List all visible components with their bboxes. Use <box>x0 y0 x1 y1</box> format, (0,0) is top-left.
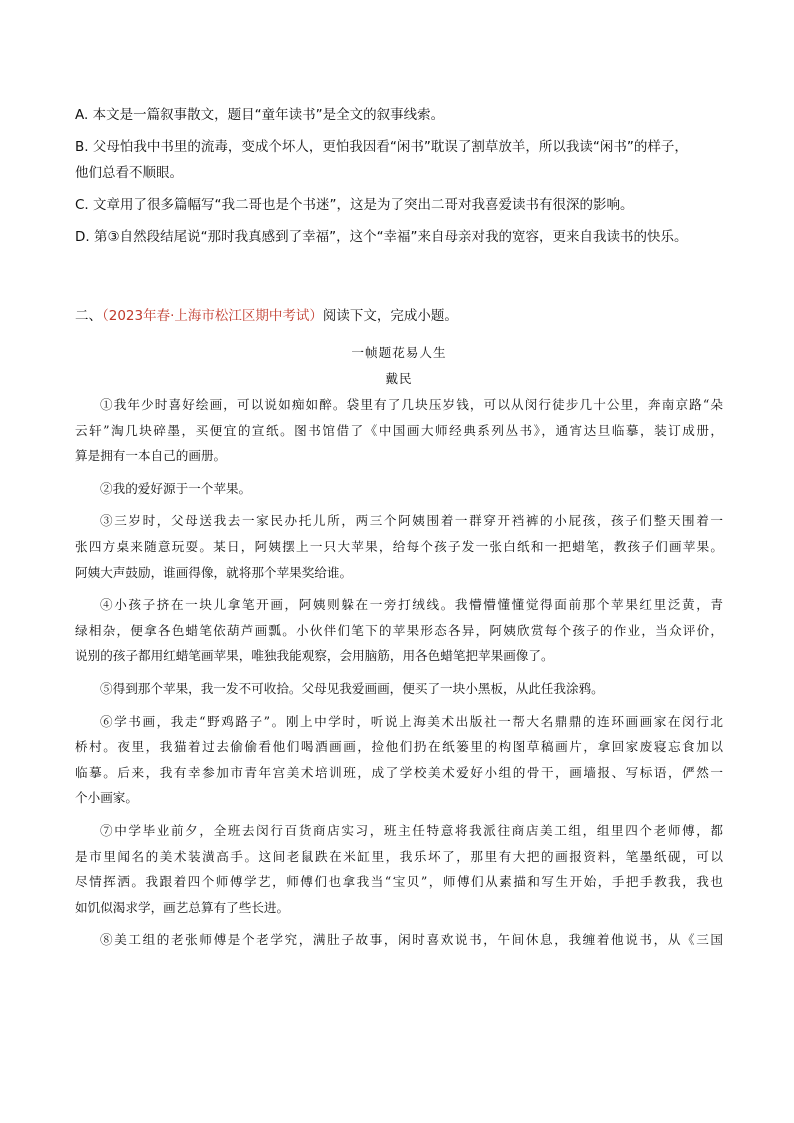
paragraph-7 <box>75 818 723 920</box>
paragraph-line: 阿姨大声鼓励，谁画得像，就将那个苹果奖给谁。 <box>75 564 353 580</box>
paragraph-4 <box>75 592 723 669</box>
option-d: D. 第③自然段结尾说“那时我真感到了幸福”，这个“幸福”来自母亲对我的宽容，更来自我读书的快乐。 <box>75 229 688 245</box>
paragraph-6 <box>75 709 723 811</box>
article-title: 一帧题花易人生 <box>351 345 447 360</box>
paragraph-line: ②我的爱好源于一个苹果。 <box>100 480 252 496</box>
paragraph-line: ⑦中学毕业前夕，全班去闵行百货商店实习，班主任特意将我派往商店美工组，组里四个老师傅，都 <box>100 822 723 838</box>
paragraph-line: ⑤得到那个苹果，我一发不可收拾。父母见我爱画画，便买了一块小黑板，从此任我涂鸦。 <box>100 680 604 696</box>
option-c: C. 文章用了很多篇幅写“我二哥也是个书迷”，这是为了突出二哥对我喜爱读书有很深的影响。 <box>75 197 634 213</box>
paragraph-line: 张四方桌来随意玩耍。某日，阿姨摆上一只大苹果，给每个孩子发一张白纸和一把蜡笔，教孩子们画苹果。 <box>75 538 723 554</box>
exam-source: 2023年春·上海市松江区期中考试 <box>108 308 310 324</box>
paragraph-2 <box>75 476 723 502</box>
paragraph-line: 临摹。后来，我有幸参加市青年宫美术培训班，成了学校美术爱好小组的骨干，画墙报、写标语，俨然一 <box>75 764 723 780</box>
paragraph-8 <box>75 927 723 953</box>
paragraph-line: 云轩”淘几块碎墨，买便宜的宣纸。图书馆借了《中国画大师经典系列丛书》，通宵达旦临摹，装订成册， <box>75 422 723 438</box>
paragraph-line: 个小画家。 <box>75 790 138 806</box>
paragraph-line: 算是拥有一本自己的画册。 <box>75 448 227 464</box>
paragraph-line: ⑥学书画，我走“野鸡路子”。刚上中学时，听说上海美术出版社一帮大名鼎鼎的连环画画家在闵行北 <box>100 713 723 729</box>
paragraph-line: ①我年少时喜好绘画，可以说如痴如醉。袋里有了几块压岁钱，可以从闵行徒步几十公里，奔南京路“朵 <box>100 397 723 412</box>
option-a: A. 本文是一篇叙事散文，题目“童年读书”是全文的叙事线索。 <box>75 107 445 123</box>
paragraph-line: 说别的孩子都用红蜡笔画苹果，唯独我能观察，会用脑筋，用各色蜡笔把苹果画像了。 <box>75 648 554 664</box>
paragraph-line: 如饥似渴求学，画艺总算有了些长进。 <box>75 899 290 915</box>
paragraph-line: 桥村。夜里，我猫着过去偷偷看他们喝酒画画，捡他们扔在纸篓里的构图草稿画片，拿回家废寝忘食加以 <box>75 739 723 755</box>
paragraph-line: 绿相杂，便拿各色蜡笔依葫芦画瓢。小伙伴们笔下的苹果形态各异，阿姨欣赏每个孩子的作业，当众评价， <box>75 622 723 638</box>
source-open-paren: （ <box>102 308 109 324</box>
section-heading <box>75 305 735 327</box>
section-number: 二、 <box>75 308 102 324</box>
answer-options <box>75 102 735 250</box>
paragraph-line: 是市里闻名的美术装潢高手。这间老鼠跌在米缸里，我乐坏了，那里有大把的画报资料，笔墨纸砚，可以 <box>75 848 723 864</box>
paragraph-line: ④小孩子挤在一块儿拿笔开画，阿姨则躲在一旁打绒线。我懵懵懂懂觉得面前那个苹果红里泛黄，青 <box>100 597 723 613</box>
option-b-line: 他们总看不顺眼。 <box>75 165 183 181</box>
paragraph-1 <box>75 392 723 469</box>
article-author: 戴民 <box>385 371 413 386</box>
paragraph-5 <box>75 676 723 702</box>
source-close-paren: ） <box>309 308 323 324</box>
paragraph-line: ③三岁时，父母送我去一家民办托儿所，两三个阿姨围着一群穿开裆裤的小屁孩，孩子们整天围着一 <box>100 513 723 529</box>
option-b-line: B. 父母怕我中书里的流毒，变成个坏人，更怕我因看“闲书”耽误了割草放羊，所以我读“闲书”的样子， <box>75 139 688 155</box>
article <box>75 340 723 960</box>
paragraph-3 <box>75 508 723 585</box>
paragraph-line: ⑧美工组的老张师傅是个老学究，满肚子故事，闲时喜欢说书，午间休息，我缠着他说书，从《三国 <box>100 932 723 948</box>
paragraph-line: 尽情挥洒。我跟着四个师傅学艺，师傅们也拿我当“宝贝”，师傅们从素描和写生开始，手把手教我，我也 <box>75 874 723 890</box>
section-instruction: 阅读下文，完成小题。 <box>322 308 458 324</box>
option-b <box>75 134 735 186</box>
